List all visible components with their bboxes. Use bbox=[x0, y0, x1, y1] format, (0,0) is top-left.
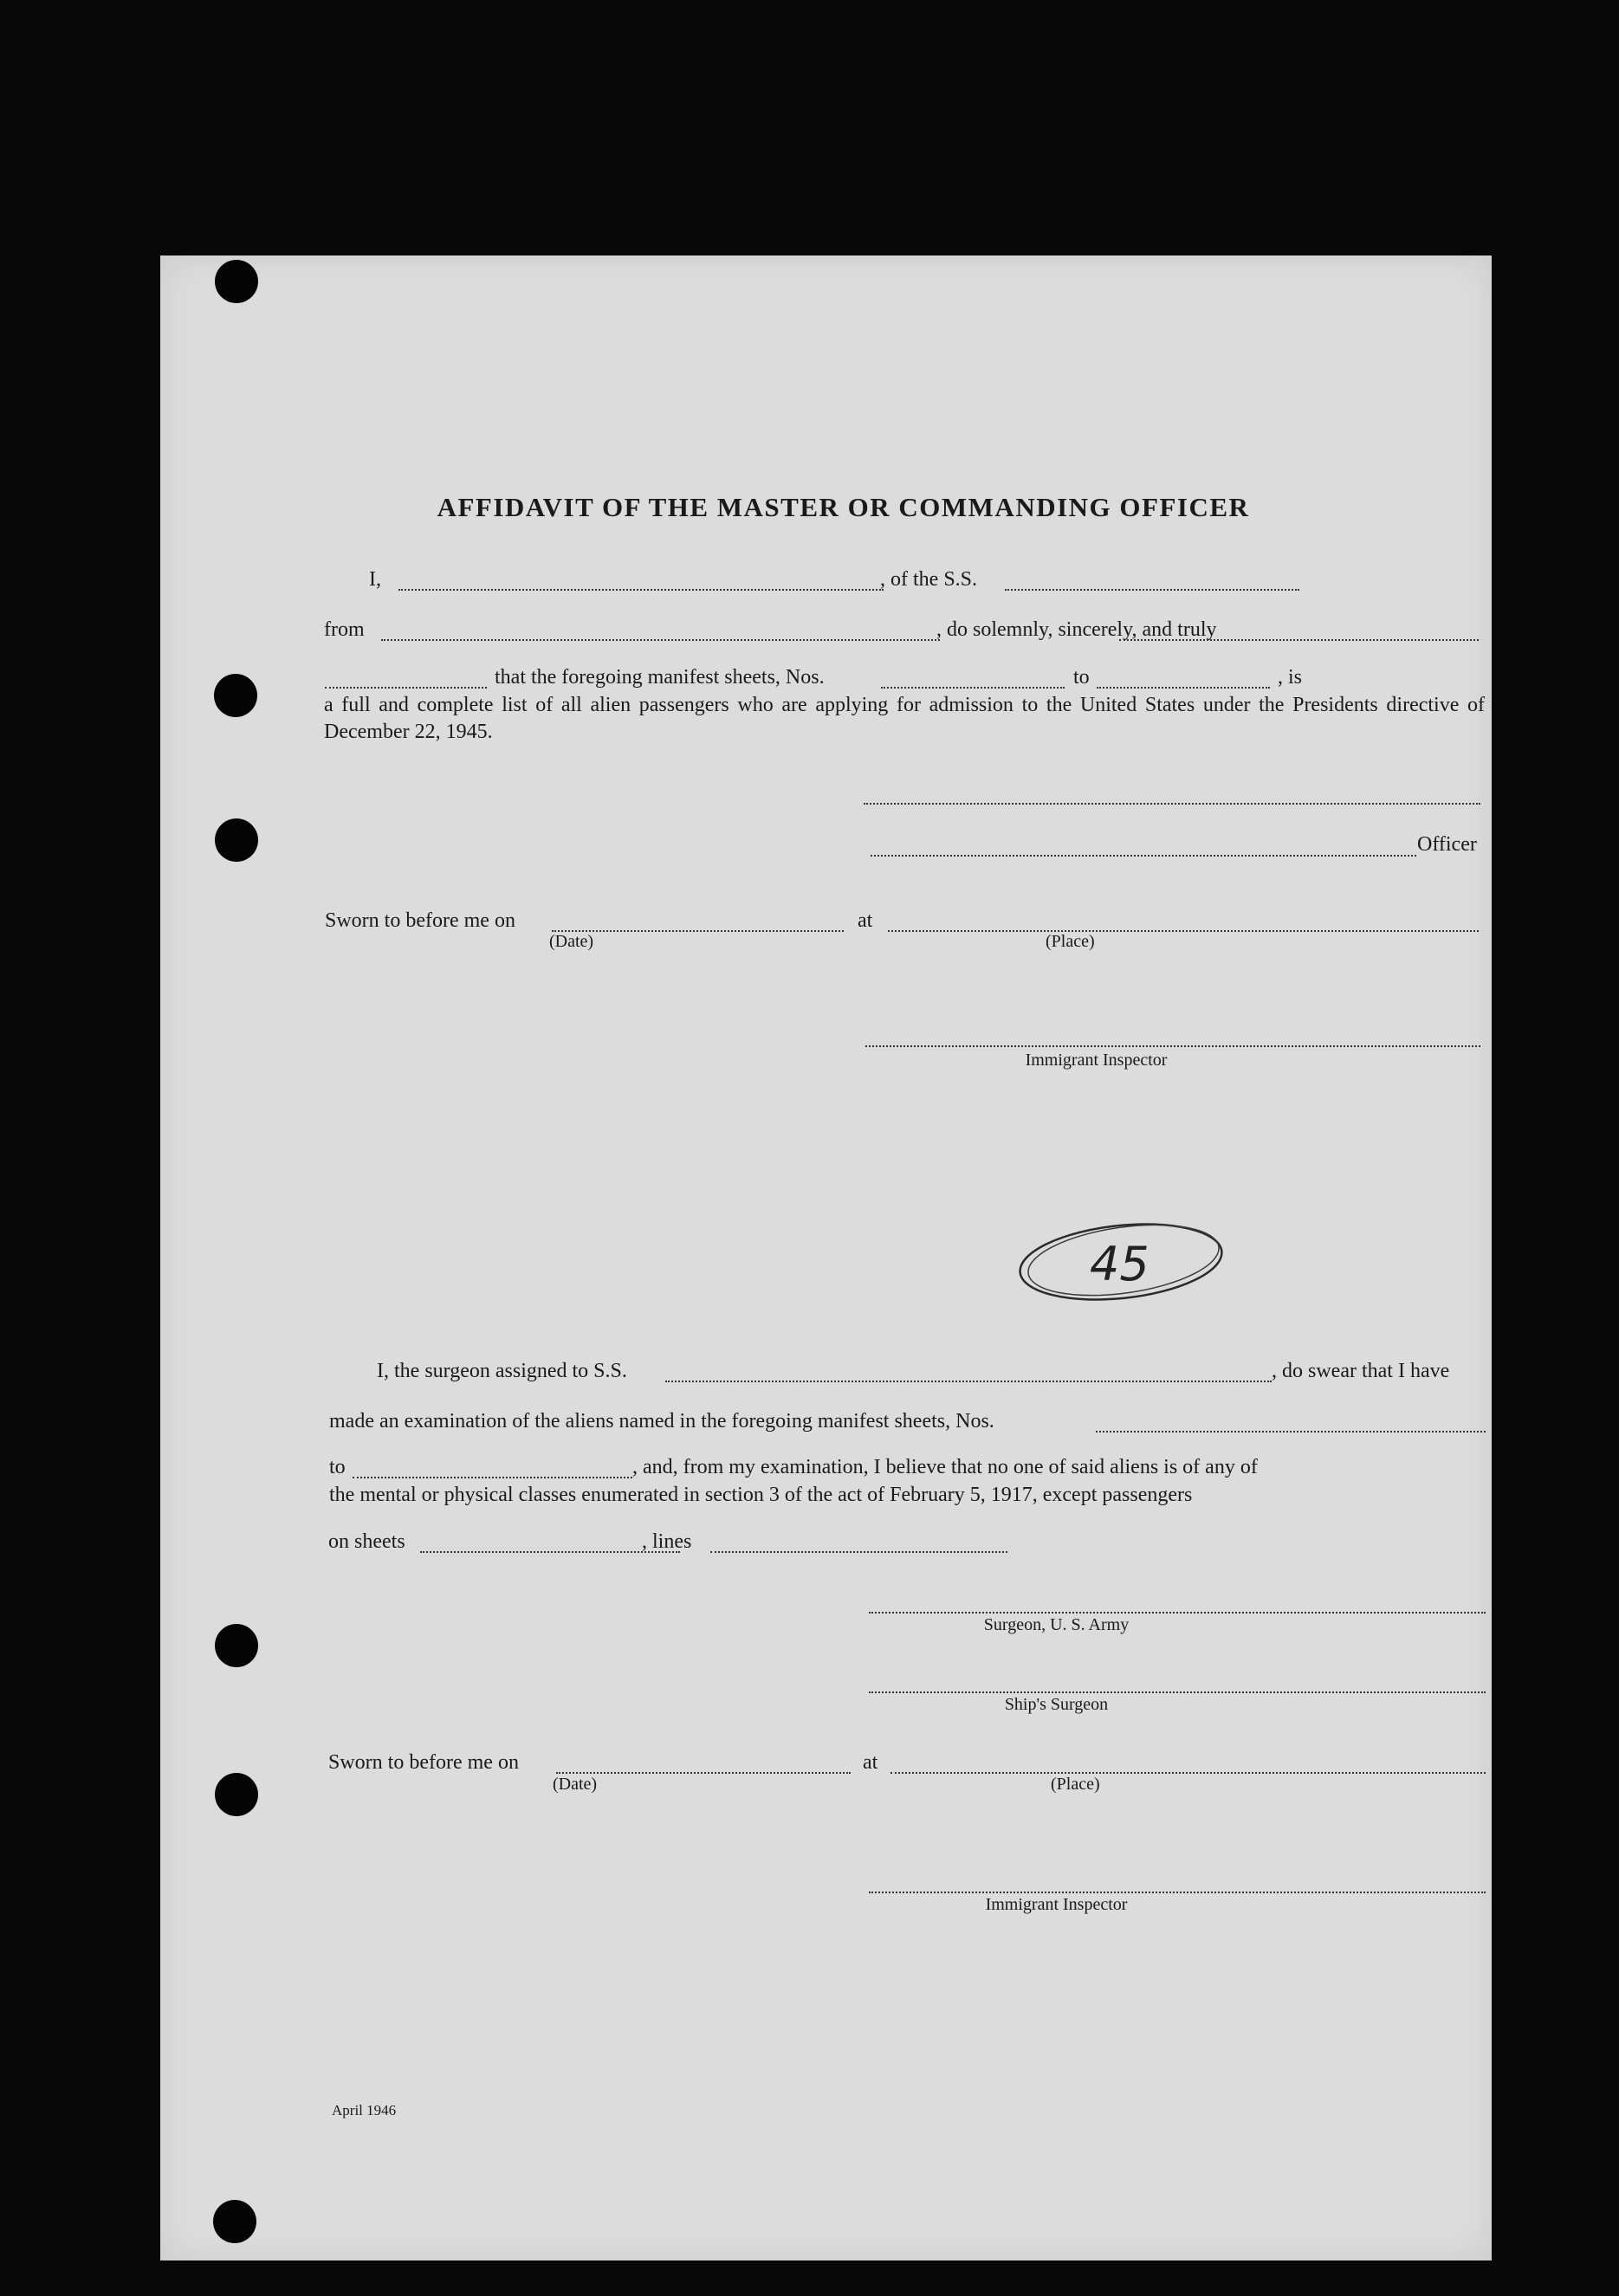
lines-label: , lines bbox=[642, 1530, 692, 1553]
army-surgeon-signature-blank[interactable] bbox=[869, 1612, 1486, 1614]
surgeon-sworn-at-label: at bbox=[863, 1751, 878, 1774]
surgeon-inspector-signature-blank[interactable] bbox=[869, 1892, 1486, 1893]
inspector-label: Immigrant Inspector bbox=[1025, 1051, 1168, 1070]
ship-name-blank[interactable] bbox=[1005, 589, 1299, 591]
date-caption: (Date) bbox=[549, 932, 594, 951]
solemnly-label: , do solemnly, sincerely, and truly bbox=[936, 618, 1217, 641]
sheets-from-blank[interactable] bbox=[881, 687, 1065, 689]
surgeon-intro-label: I, the surgeon assigned to S.S. bbox=[377, 1360, 627, 1382]
inspector-signature-blank[interactable] bbox=[865, 1045, 1480, 1047]
army-surgeon-label: Surgeon, U. S. Army bbox=[983, 1615, 1130, 1634]
affidavit-body-text: a full and complete list of all alien passengers who are applying for admission to the United States under the Presidents directive of December 22, 1945. bbox=[324, 694, 1485, 743]
document-page bbox=[160, 255, 1492, 2260]
punch-hole bbox=[215, 260, 258, 303]
surgeon-place-caption: (Place) bbox=[1051, 1775, 1100, 1794]
oath-blank[interactable] bbox=[1119, 639, 1479, 641]
place-caption: (Place) bbox=[1046, 932, 1095, 951]
manifest-sheets-label: that the foregoing manifest sheets, Nos. bbox=[495, 666, 825, 689]
sheets-to-blank[interactable] bbox=[1097, 687, 1270, 689]
signature-blank[interactable] bbox=[864, 803, 1480, 805]
swear-label: , do swear that I have bbox=[1272, 1360, 1450, 1382]
surgeon-sworn-label: Sworn to before me on bbox=[328, 1751, 519, 1774]
surgeon-ship-blank[interactable] bbox=[665, 1381, 1272, 1382]
ship-surgeon-signature-blank[interactable] bbox=[869, 1691, 1486, 1693]
affidavit-i-label: I, bbox=[369, 568, 381, 591]
surgeon-to-label: to bbox=[329, 1456, 346, 1478]
from-label: from bbox=[324, 618, 365, 641]
ship-surgeon-label: Ship's Surgeon bbox=[1004, 1695, 1109, 1714]
affidavit-title: AFFIDAVIT OF THE MASTER OR COMMANDING OFFICER bbox=[437, 492, 1250, 522]
sworn-place-blank[interactable] bbox=[888, 930, 1479, 932]
except-lines-blank[interactable] bbox=[710, 1551, 1007, 1553]
handwritten-circled-number bbox=[1013, 1215, 1228, 1303]
except-sheets-blank[interactable] bbox=[420, 1551, 680, 1553]
examined-sheets-to-blank[interactable] bbox=[353, 1477, 632, 1478]
from-port-blank[interactable] bbox=[381, 639, 940, 641]
handwritten-number: 45 bbox=[1090, 1237, 1149, 1291]
surgeon-date-caption: (Date) bbox=[553, 1775, 598, 1794]
to-label: to bbox=[1073, 666, 1090, 689]
sworn-label: Sworn to before me on bbox=[325, 909, 515, 932]
classes-text: the mental or physical classes enumerated in section 3 of the act of February 5, 1917, except passengers bbox=[329, 1484, 1193, 1506]
oath-continued-blank[interactable] bbox=[325, 687, 487, 689]
master-name-blank[interactable] bbox=[398, 589, 884, 591]
punch-hole bbox=[215, 818, 258, 862]
officer-signature-blank[interactable] bbox=[871, 855, 1416, 857]
sworn-at-label: at bbox=[858, 909, 873, 932]
examination-label: made an examination of the aliens named in the foregoing manifest sheets, Nos. bbox=[329, 1410, 994, 1433]
punch-hole bbox=[213, 2200, 256, 2243]
surgeon-inspector-label: Immigrant Inspector bbox=[985, 1895, 1128, 1914]
punch-hole bbox=[215, 1773, 258, 1816]
is-label: , is bbox=[1278, 666, 1303, 689]
ship-label: , of the S.S. bbox=[880, 568, 978, 591]
punch-hole bbox=[215, 1624, 258, 1667]
surgeon-sworn-date-blank[interactable] bbox=[556, 1772, 851, 1774]
sheets-label: on sheets bbox=[328, 1530, 405, 1553]
examination-result-label: , and, from my examination, I believe that no one of said aliens is of any of bbox=[632, 1456, 1258, 1478]
surgeon-sworn-place-blank[interactable] bbox=[890, 1772, 1486, 1774]
officer-label: Officer bbox=[1417, 833, 1477, 856]
examined-sheets-blank[interactable] bbox=[1096, 1431, 1486, 1433]
form-date: April 1946 bbox=[332, 2102, 397, 2118]
punch-hole bbox=[214, 674, 257, 717]
sworn-date-blank[interactable] bbox=[552, 930, 844, 932]
